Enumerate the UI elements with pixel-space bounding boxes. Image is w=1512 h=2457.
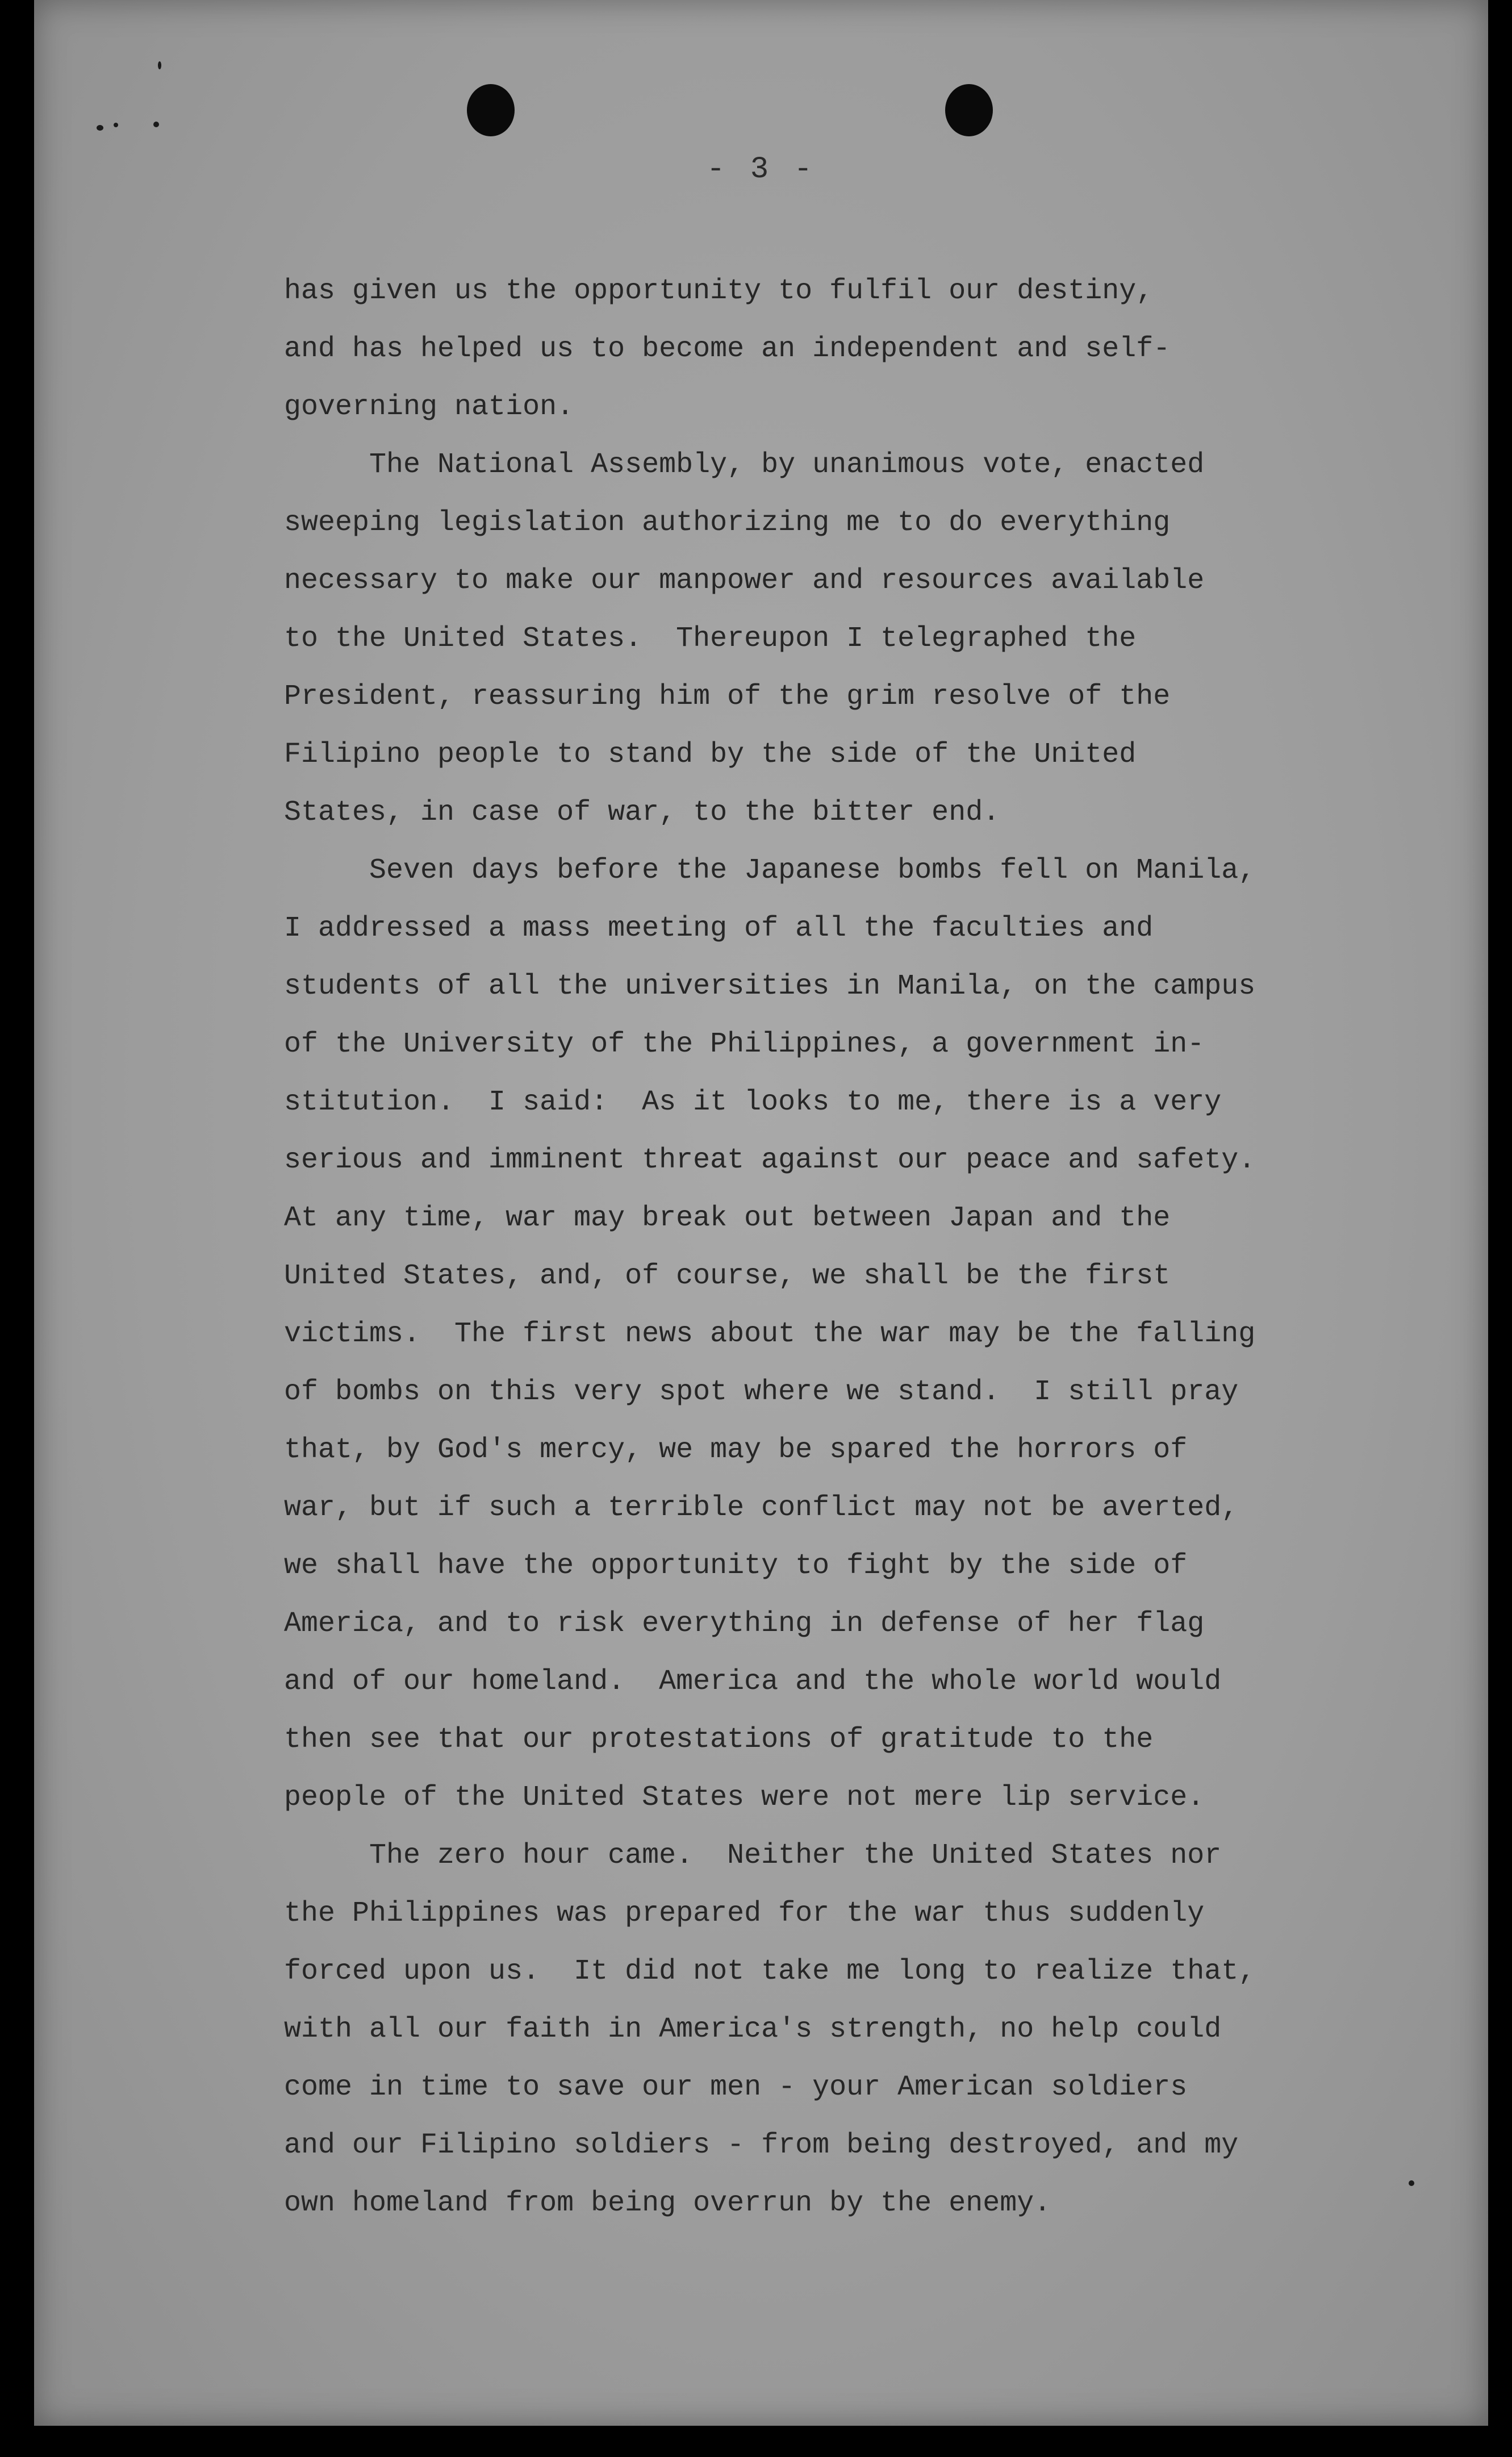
text-line: people of the United States were not mere lip service. [284, 1782, 1205, 1814]
text-line: America, and to risk everything in defense of her flag [284, 1608, 1205, 1640]
text-line: serious and imminent threat against our peace and safety. [284, 1144, 1256, 1177]
text-line: of bombs on this very spot where we stand. I still pray [284, 1376, 1239, 1408]
text-line: then see that our protestations of gratitude to the [284, 1724, 1154, 1756]
page-number: - 3 - [706, 152, 816, 187]
text-line: to the United States. Thereupon I telegraphed the [284, 623, 1137, 655]
text-line: Filipino people to stand by the side of the United [284, 739, 1137, 771]
body-text [284, 262, 1323, 2233]
text-line: we shall have the opportunity to fight by the side of [284, 1550, 1188, 1582]
text-line: The zero hour came. Neither the United States nor [284, 1839, 1222, 1872]
text-line: At any time, war may break out between Japan and the [284, 1202, 1171, 1234]
text-line: war, but if such a terrible conflict may not be averted, [284, 1492, 1239, 1524]
text-line: has given us the opportunity to fulfil our destiny, [284, 275, 1154, 307]
text-line: I addressed a mass meeting of all the faculties and [284, 912, 1154, 945]
text-line: United States, and, of course, we shall be the first [284, 1260, 1171, 1292]
punch-hole-right [945, 84, 993, 136]
text-line: own homeland from being overrun by the enemy. [284, 2187, 1051, 2220]
ink-speck [114, 123, 118, 127]
text-line: States, in case of war, to the bitter end. [284, 796, 1000, 829]
text-line: and of our homeland. America and the whole world would [284, 1666, 1222, 1698]
text-line: that, by God's mercy, we may be spared the horrors of [284, 1434, 1188, 1466]
ink-speck [153, 122, 159, 127]
text-line: forced upon us. It did not take me long to realize that, [284, 1955, 1256, 1988]
text-line: stitution. I said: As it looks to me, there is a very [284, 1086, 1222, 1119]
text-line: with all our faith in America's strength, no help could [284, 2013, 1222, 2046]
text-line: students of all the universities in Manila, on the campus [284, 970, 1256, 1003]
text-line: President, reassuring him of the grim resolve of the [284, 681, 1171, 713]
text-line: and has helped us to become an independent and self- [284, 333, 1171, 365]
text-line: Seven days before the Japanese bombs fell on Manila, [284, 854, 1256, 887]
text-line: governing nation. [284, 391, 574, 423]
typed-page [34, 0, 1488, 2426]
text-line: sweeping legislation authorizing me to do everything [284, 507, 1171, 539]
text-line: of the University of the Philippines, a government in- [284, 1028, 1205, 1061]
ink-speck [1409, 2180, 1414, 2186]
text-line: necessary to make our manpower and resources available [284, 565, 1205, 597]
text-line: victims. The first news about the war may be the falling [284, 1318, 1256, 1350]
text-line: come in time to save our men - your American soldiers [284, 2071, 1188, 2104]
text-line: and our Filipino soldiers - from being destroyed, and my [284, 2129, 1239, 2162]
punch-hole-left [467, 84, 515, 136]
text-line: The National Assembly, by unanimous vote, enacted [284, 449, 1205, 481]
ink-speck [158, 61, 161, 69]
ink-speck [97, 125, 103, 131]
text-line: the Philippines was prepared for the war thus suddenly [284, 1897, 1205, 1930]
